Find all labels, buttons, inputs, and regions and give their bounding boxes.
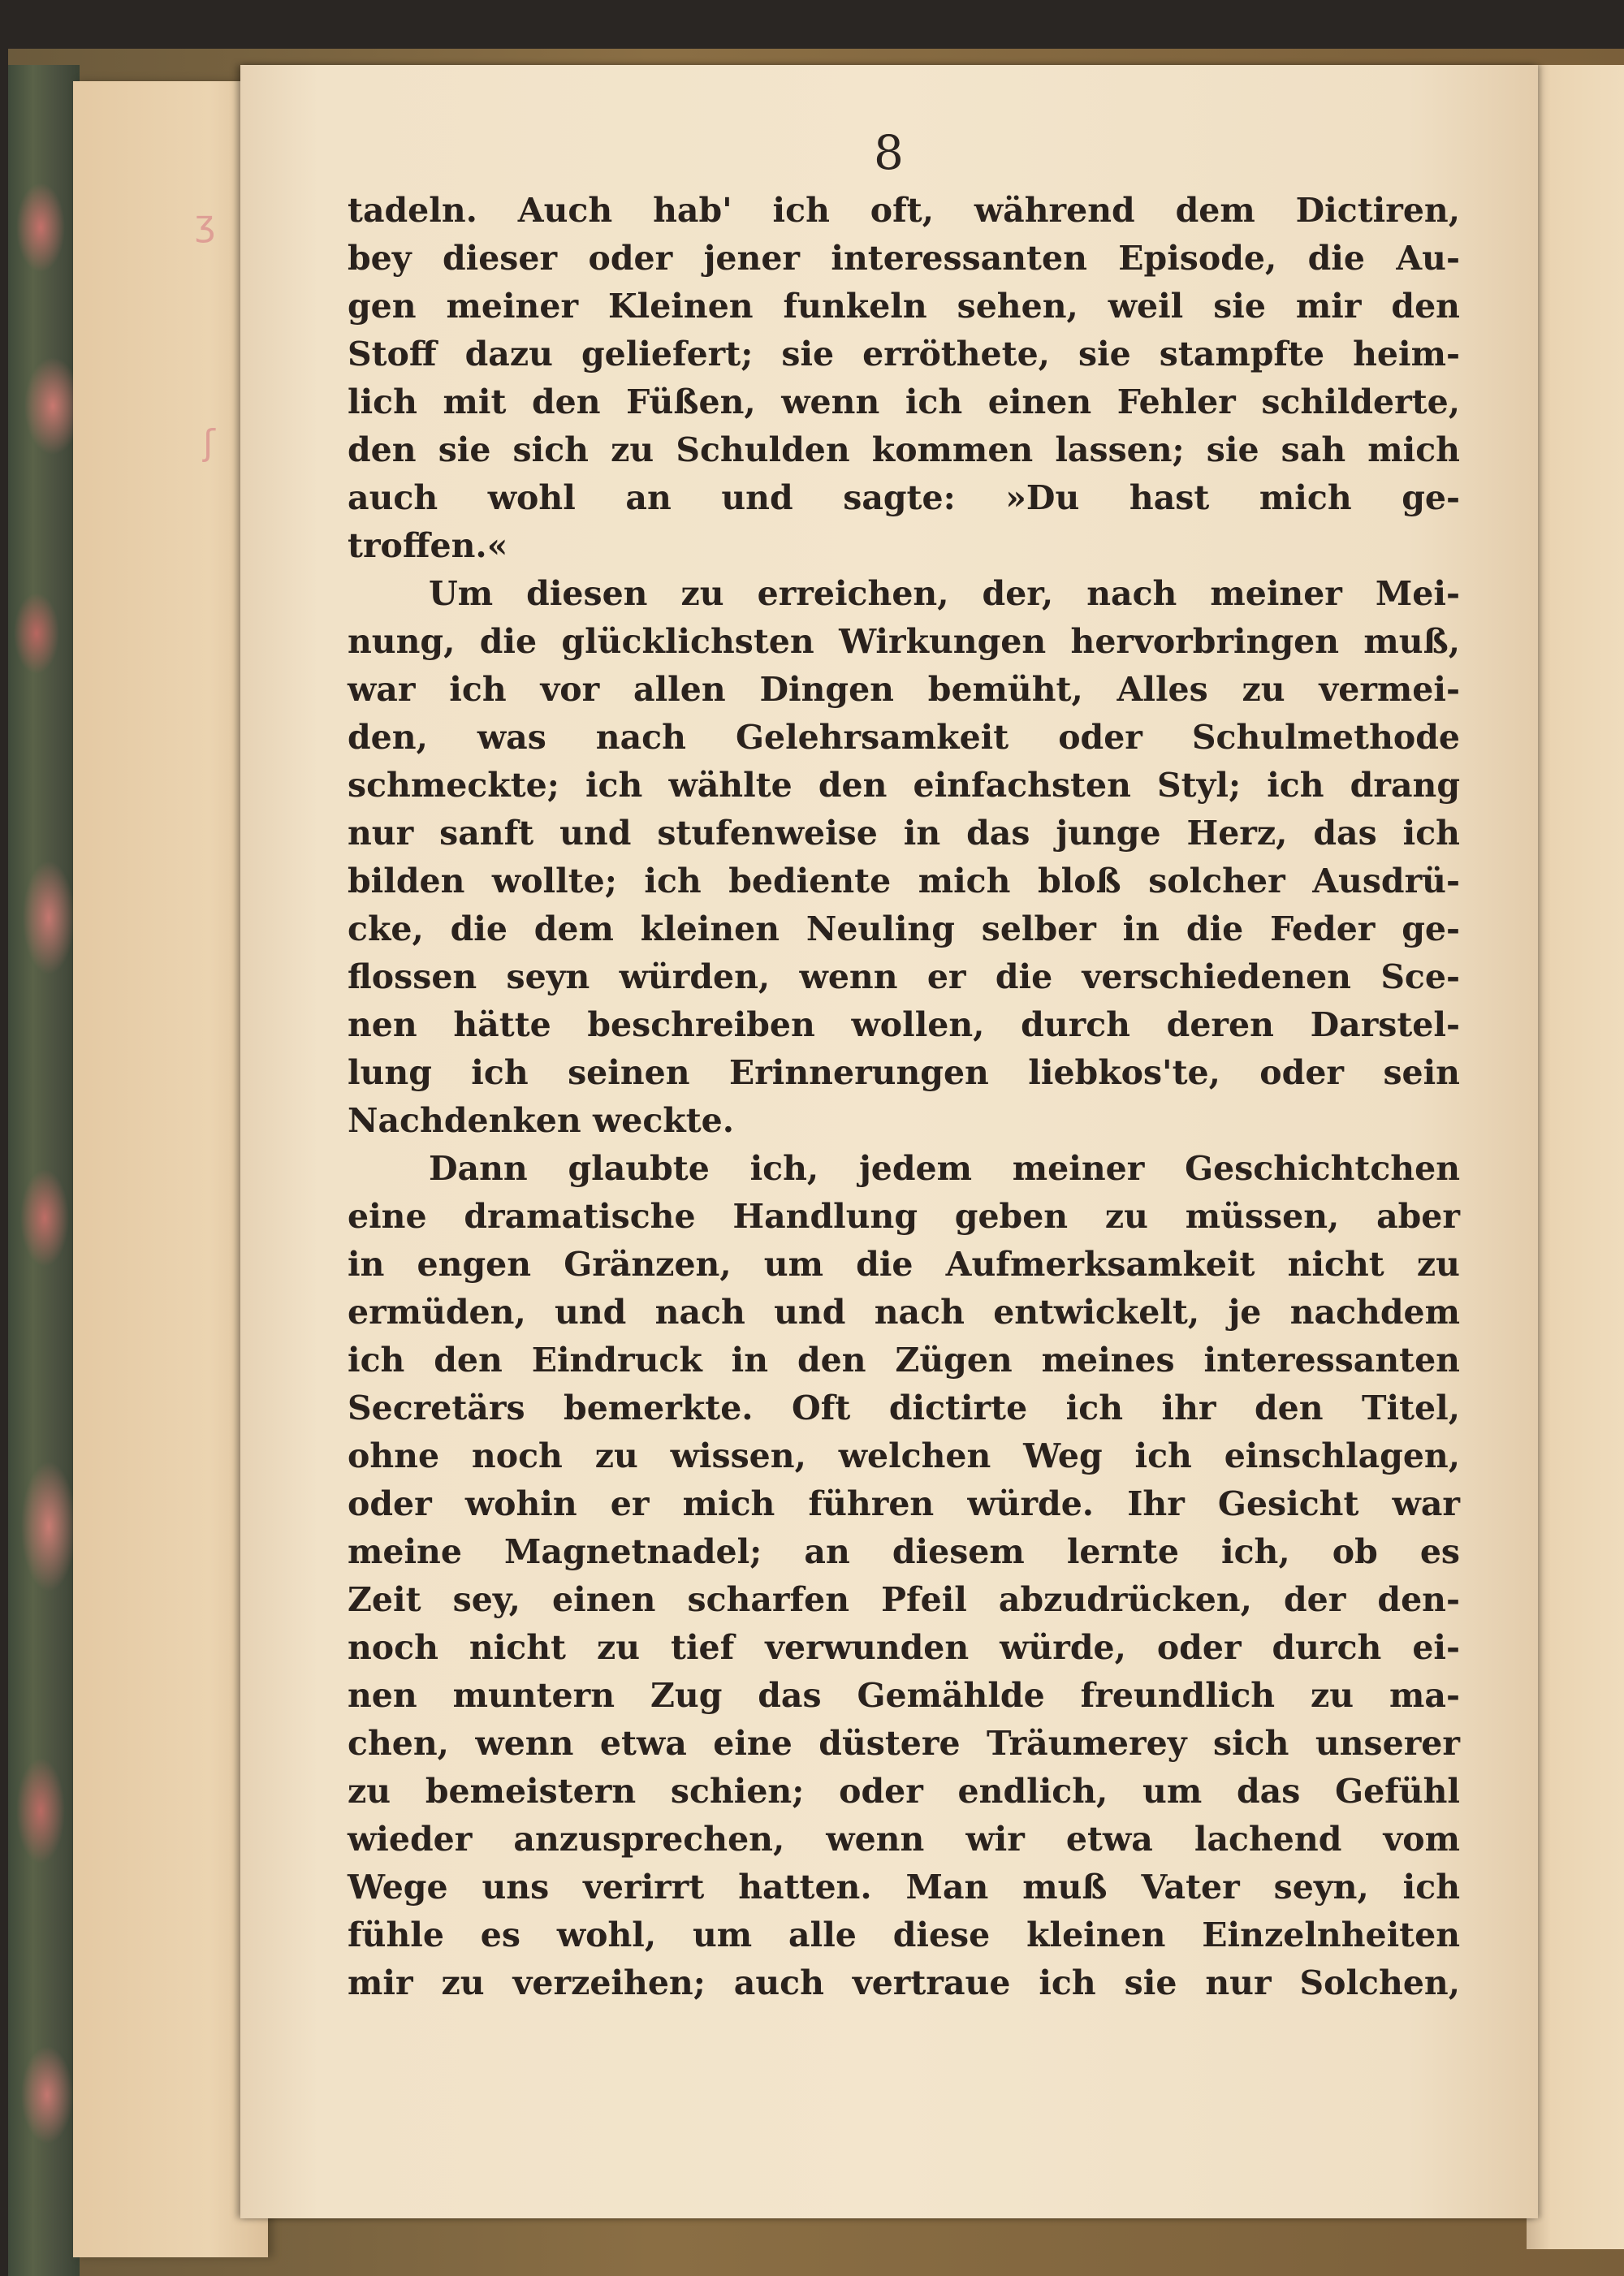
text-line: Wege uns verirrt hatten. Man muß Vater seyn, ich: [348, 1868, 1460, 1907]
underlying-page: [73, 81, 268, 2257]
text-line: chen, wenn etwa eine düstere Träumerey sich unserer: [348, 1724, 1460, 1763]
text-line: schmeckte; ich wählte den einfachsten Styl; ich drang: [348, 766, 1460, 805]
text-line: nen muntern Zug das Gemählde freundlich zu ma-: [348, 1676, 1460, 1715]
text-line: oder wohin er mich führen würde. Ihr Gesicht war: [348, 1484, 1460, 1523]
text-line: Um diesen zu erreichen, der, nach meiner Mei-: [429, 574, 1460, 613]
text-line: nung, die glücklichsten Wirkungen hervorbringen muß,: [348, 622, 1460, 661]
text-line: nen hätte beschreiben wollen, durch deren Darstel-: [348, 1005, 1460, 1044]
text-line: Zeit sey, einen scharfen Pfeil abzudrücken, der den-: [348, 1580, 1460, 1619]
text-line: Secretärs bemerkte. Oft dictirte ich ihr den Titel,: [348, 1388, 1460, 1427]
text-line: den sie sich zu Schulden kommen lassen; sie sah mich: [348, 430, 1460, 469]
text-line: flossen seyn würden, wenn er die verschiedenen Sce-: [348, 957, 1460, 996]
text-line: lung ich seinen Erinnerungen liebkos'te, oder sein: [348, 1053, 1460, 1092]
right-page-edge: [1527, 65, 1624, 2249]
text-line: zu bemeistern schien; oder endlich, um das Gefühl: [348, 1772, 1460, 1811]
text-line: auch wohl an und sagte: »Du hast mich ge-: [348, 478, 1460, 517]
page-text: [348, 187, 1460, 2007]
text-line: den, was nach Gelehrsamkeit oder Schulmethode: [348, 718, 1460, 757]
text-line: nur sanft und stufenweise in das junge Herz, das ich: [348, 814, 1460, 853]
stray-pencil-mark: ʒ: [195, 203, 216, 244]
text-line: meine Magnetnadel; an diesem lernte ich, ob es: [348, 1532, 1460, 1571]
text-line: in engen Gränzen, um die Aufmerksamkeit nicht zu: [348, 1245, 1460, 1284]
text-line: Stoff dazu geliefert; sie erröthete, sie stampfte heim-: [348, 335, 1460, 374]
text-line: wieder anzusprechen, wenn wir etwa lachend vom: [348, 1820, 1460, 1859]
page-number: 8: [874, 125, 905, 180]
text-line: Dann glaubte ich, jedem meiner Geschichtchen: [429, 1149, 1460, 1188]
text-line: fühle es wohl, um alle diese kleinen Einzelnheiten: [348, 1915, 1460, 1954]
text-line: cke, die dem kleinen Neuling selber in die Feder ge-: [348, 909, 1460, 948]
text-line: ich den Eindruck in den Zügen meines interessanten: [348, 1341, 1460, 1380]
text-line: eine dramatische Handlung geben zu müssen, aber: [348, 1197, 1460, 1236]
text-line: troffen.«: [348, 526, 508, 565]
book-page: [240, 65, 1538, 2218]
text-line: gen meiner Kleinen funkeln sehen, weil sie mir den: [348, 287, 1460, 326]
text-line: war ich vor allen Dingen bemüht, Alles zu vermei-: [348, 670, 1460, 709]
text-line: lich mit den Füßen, wenn ich einen Fehler schilderte,: [348, 382, 1460, 421]
marbled-edge: [8, 65, 80, 2276]
text-line: noch nicht zu tief verwunden würde, oder durch ei-: [348, 1628, 1460, 1667]
text-line: bilden wollte; ich bediente mich bloß solcher Ausdrü-: [348, 862, 1460, 900]
text-line: mir zu verzeihen; auch vertraue ich sie nur Solchen,: [348, 1963, 1460, 2002]
stray-pencil-mark: ʃ: [203, 422, 215, 464]
text-line: tadeln. Auch hab' ich oft, während dem Dictiren,: [348, 191, 1460, 230]
text-line: ohne noch zu wissen, welchen Weg ich einschlagen,: [348, 1436, 1460, 1475]
text-line: Nachdenken weckte.: [348, 1101, 735, 1140]
text-line: ermüden, und nach und nach entwickelt, je nachdem: [348, 1293, 1460, 1332]
text-line: bey dieser oder jener interessanten Episode, die Au-: [348, 239, 1460, 278]
